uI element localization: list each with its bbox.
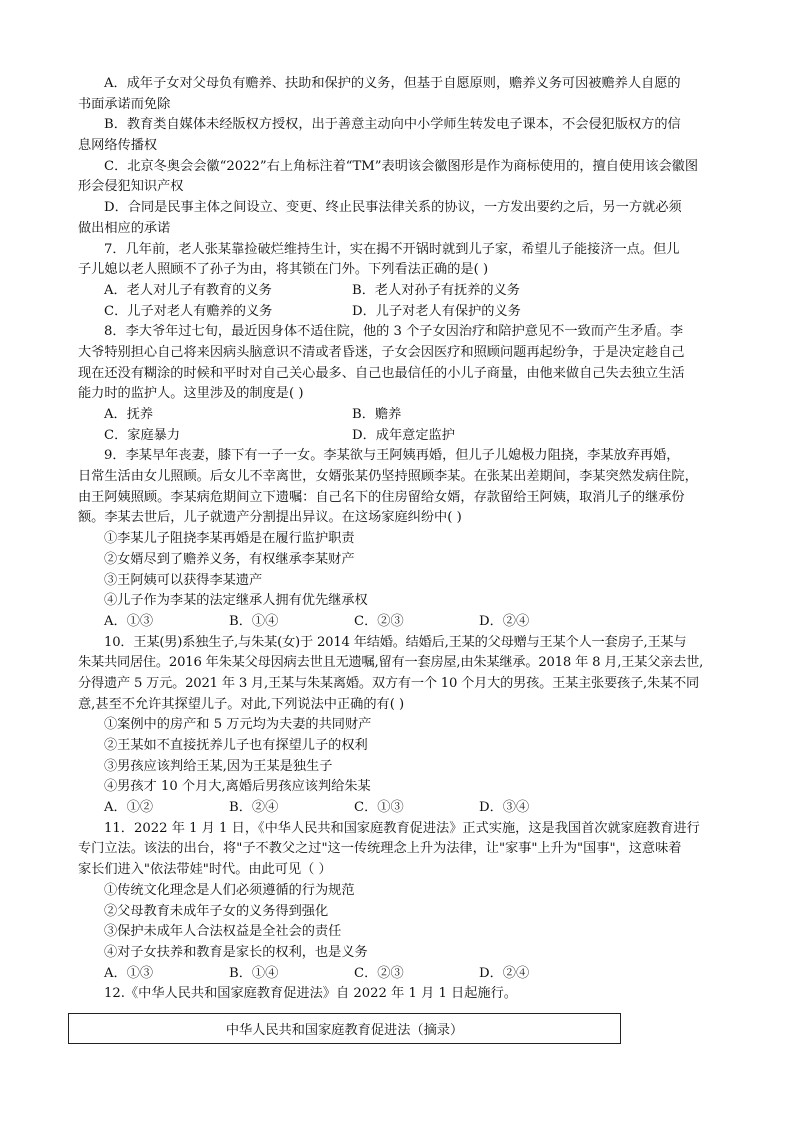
- q7-option-b: B．老人对孙子有抚养的义务: [352, 282, 520, 298]
- q7-option-a: A．老人对儿子有教育的义务: [104, 282, 272, 298]
- q11-stem-line-1: 11．2022 年 1 月 1 日，《中华人民共和国家庭教育促进法》正式实施，这是我国首次就家庭教育进行: [104, 820, 700, 836]
- q11-option-d: D．②④: [479, 965, 530, 981]
- q10-option-b: B．②④: [229, 800, 279, 816]
- q10-option-a: A．①②: [104, 800, 154, 816]
- q10-statement-2: ②王某如不直接抚养儿子也有探望儿子的权利: [104, 738, 368, 753]
- q9-statement-3: ③王阿姨可以获得李某遗产: [104, 572, 263, 588]
- q11-stem-line-2: 专门立法。该法的出台，将"子不教父之过"这一传统理念上升为法律，让"家事"上升为"国事"，这意味着: [78, 841, 682, 857]
- exam-page: [78, 74, 718, 1005]
- option-d-line-1: D．合同是民事主体之间设立、变更、终止民事法律关系的协议，一方发出要约之后，另一方就必须: [104, 200, 682, 216]
- q10-statement-3: ③男孩应该判给王某,因为王某是独生子: [104, 758, 333, 774]
- option-a-line-1: A．成年子女对父母负有赡养、扶助和保护的义务，但基于自愿原则，赡养义务可因被赡养人自愿的: [104, 76, 681, 91]
- q10-option-d: D．③④: [479, 800, 530, 816]
- q7-options-row-2: [78, 302, 718, 323]
- q9-stem-line-2: 日常生活由女儿照顾。后女儿不幸离世，女婿张某仍坚持照顾李某。在张某出差期间，李某突然发病住院，: [78, 469, 698, 485]
- q10-stem-line-2: 朱某共同居住。2016 年朱某父母因病去世且无遗嘱,留有一套房屋,由朱某继承。2018 年 8 月,王某父亲去世,: [78, 655, 704, 671]
- q12-stem: 12.《中华人民共和国家庭教育促进法》自 2022 年 1 月 1 日起施行。: [104, 986, 517, 1002]
- q8-option-a: A．抚养: [104, 407, 154, 422]
- option-a-line-2: 书面承诺而免除: [78, 96, 171, 112]
- q11-stem-line-3: 家长们进入"依法带娃"时代。由此可见（ ）: [78, 862, 332, 878]
- q8-options-row-1: [78, 405, 718, 426]
- q11-statement-1: ①传统文化理念是人们必须遵循的行为规范: [104, 882, 355, 898]
- q9-stem-line-4: 额。李某去世后，儿子就遗产分割提出异议。在这场家庭纠纷中( ): [78, 510, 462, 526]
- q9-statement-4: ④儿子作为李某的法定继承人拥有优先继承权: [104, 593, 368, 609]
- q9-option-c: C．②③: [354, 613, 404, 629]
- option-b-line-1: B．教育类自媒体未经版权方授权，出于善意主动向中小学师生转发电子课本，不会侵犯版权方的信: [104, 117, 681, 133]
- q11-option-a: A．①③: [104, 965, 154, 981]
- q11-option-c: C．②③: [354, 965, 404, 981]
- q9-stem-line-3: 由王阿姨照顾。李某病危期间立下遗嘱：自己名下的住房留给女婿，存款留给王阿姨，取消儿子的继承份: [78, 489, 685, 505]
- q7-option-c: C．儿子对老人有赡养的义务: [104, 303, 273, 319]
- q11-statement-3: ③保护未成年人合法权益是全社会的责任: [104, 924, 342, 940]
- q7-option-d: D．儿子对老人有保护的义务: [352, 303, 521, 319]
- q9-option-b: B．①④: [229, 613, 279, 629]
- q9-option-a: A．①③: [104, 613, 154, 629]
- q8-stem-line-4: 能力时的监护人。这里涉及的制度是( ): [78, 386, 304, 402]
- q11-statement-2: ②父母教育未成年子女的义务得到强化: [104, 903, 329, 919]
- option-c-line-1: C．北京冬奥会会徽“2022”右上角标注着“TM”表明该会徽图形是作为商标使用的，擅自使用该会徽图: [104, 158, 699, 174]
- q9-stem-line-1: 9．李某早年丧妻，膝下有一子一女。李某欲与王阿姨再婚，但儿子儿媳极力阻挠，李某放弃再婚，: [104, 448, 680, 464]
- q9-options-row: [78, 612, 718, 633]
- q8-option-c: C．家庭暴力: [104, 427, 181, 443]
- q9-statement-1: ①李某儿子阻挠李某再婚是在履行监护职责: [104, 531, 355, 547]
- option-b-line-2: 息网络传播权: [78, 138, 158, 154]
- q10-options-row: [78, 798, 718, 819]
- law-excerpt-title: 中华人民共和国家庭教育促进法（摘录）: [225, 1023, 464, 1038]
- q7-stem-line-2: 子儿媳以老人照顾不了孙子为由，将其锁在门外。下列看法正确的是( ): [78, 262, 489, 278]
- q8-option-b: B．赡养: [352, 407, 402, 422]
- q10-statement-4: ④男孩才 10 个月大,离婚后男孩应该判给朱某: [104, 779, 371, 795]
- q11-option-b: B．①④: [229, 965, 279, 981]
- q9-statement-2: ②女婿尽到了赡养义务，有权继承李某财产: [104, 551, 355, 567]
- q7-stem-line-1: 7．几年前，老人张某靠捡破烂维持生计，实在揭不开锅时就到儿子家，希望儿子能接济一点。但儿: [104, 241, 680, 257]
- option-c-line-2: 形会侵犯知识产权: [78, 179, 184, 195]
- q10-option-c: C．①③: [354, 800, 404, 816]
- law-excerpt-box: [68, 1013, 621, 1044]
- q8-stem-line-2: 大爷特别担心自己将来因病头脑意识不清或者昏迷，子女会因医疗和照顾问题再起纷争，于是决定趁自己: [78, 344, 685, 360]
- q8-stem-line-1: 8．李大爷年过七旬，最近因身体不适住院，他的 3 个子女因治疗和陪护意见不一致而产生矛盾。李: [104, 324, 684, 340]
- q11-statement-4: ④对子女扶养和教育是家长的权利，也是义务: [104, 944, 368, 960]
- q9-option-d: D．②④: [479, 613, 530, 629]
- option-d-line-2: 做出相应的承诺: [78, 220, 171, 236]
- q10-stem-line-1: 10．王某(男)系独生子,与朱某(女)于 2014 年结婚。结婚后,王某的父母赠与王某个人一套房子,王某与: [104, 634, 687, 650]
- q8-options-row-2: [78, 426, 718, 447]
- q7-options-row-1: [78, 281, 718, 302]
- q10-stem-line-4: 意,甚至不允许其探望儿子。对此,下列说法中正确的有( ): [78, 696, 405, 712]
- q10-statement-1: ①案例中的房产和 5 万元均为夫妻的共同财产: [104, 717, 372, 733]
- q10-stem-line-3: 分得遗产 5 万元。2021 年 3 月,王某与朱某离婚。双方有一个 10 个月大的男孩。王某主张要孩子,朱某不同: [78, 675, 699, 691]
- q8-stem-line-3: 现在还没有糊涂的时候和平时对自己关心最多、自己也最信任的小儿子商量，由他来做自己失去独立生活: [78, 365, 685, 381]
- q8-option-d: D．成年意定监护: [352, 427, 455, 443]
- q11-options-row: [78, 964, 718, 985]
